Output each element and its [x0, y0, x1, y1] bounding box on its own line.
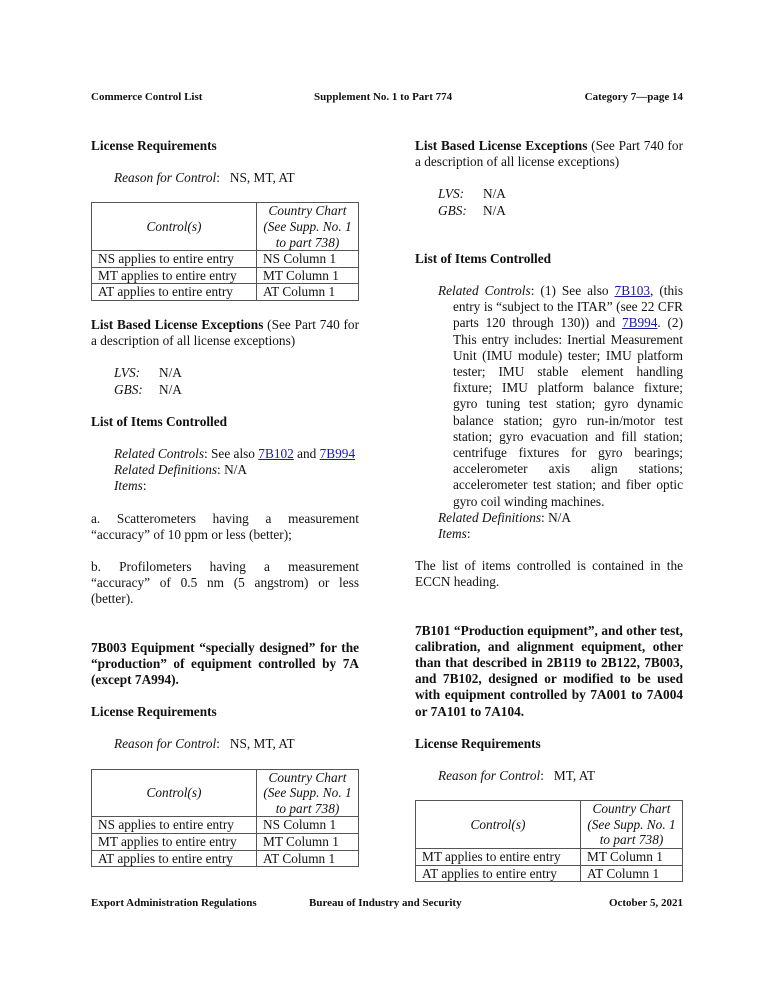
col-header-country-chart: Country Chart (See Supp. No. 1 to part 738) — [257, 769, 359, 817]
control-table — [415, 800, 683, 882]
reason-for-control: Reason for Control: MT, AT — [438, 768, 595, 784]
eccn-7b101-title: 7B101 “Production equipment”, and other test, calibration, and alignment equipment, other than that described in 2B119 to 2B122, 7B003, and 7B102, designed or modified to be used with equipment controlled by 7A001 to 7A004 or 7A101 to 7A104. — [415, 622, 683, 719]
section-heading: List of Items Controlled — [415, 250, 552, 266]
header-center: Supplement No. 1 to Part 774 — [314, 91, 453, 103]
section-heading: License Requirements — [91, 138, 217, 153]
col-header-country-chart: Country Chart (See Supp. No. 1 to part 738) — [581, 801, 683, 849]
table-row: AT applies to entire entry AT Column 1 — [92, 850, 359, 867]
col-header-country-chart: Country Chart (See Supp. No. 1 to part 738) — [257, 203, 359, 251]
section-heading: License Requirements — [91, 704, 217, 720]
related-controls: Related Controls: (1) See also 7B103, (this entry is “subject to the ITAR” (see 22 CFR parts 120 through 130)) and 7B994. (2) This entry includes: Inertial Measurement Unit (IMU module) tester; IMU platform tester; IMU stable element handling fixture; IMU platform balance fixture; gyro tuning test station; gyro dynamic balance station; gyro run-in/motor test station; gyro evacuation and fill station; centrifuge fixtures for gyro bearings; accelerometer axis align stations; accelerometer test station; and fiber optic gyro coil winding machines. — [438, 283, 684, 509]
reason-for-control: Reason for Control: NS, MT, AT — [114, 170, 295, 186]
left-column — [91, 138, 359, 867]
footer-left: Export Administration Regulations — [91, 897, 257, 909]
footer-center: Bureau of Industry and Security — [309, 897, 462, 909]
right-column — [415, 138, 683, 882]
table-row: NS applies to entire entry NS Column 1 — [92, 817, 359, 834]
table-row: NS applies to entire entry NS Column 1 — [92, 251, 359, 268]
section-heading: License Requirements — [415, 735, 541, 751]
items-label: Items: — [438, 526, 471, 542]
reason-for-control: Reason for Control: NS, MT, AT — [114, 736, 295, 752]
lvs-row: LVS: N/A — [114, 365, 182, 381]
header-left: Commerce Control List — [91, 91, 203, 103]
eccn-7b003-title: 7B003 Equipment “specially designed” for the “production” of equipment controlled by 7A (except 7A994). — [91, 639, 359, 688]
related-definitions: Related Definitions: N/A — [114, 462, 247, 478]
link-7b994[interactable]: 7B994 — [621, 315, 658, 331]
related-definitions: Related Definitions: N/A — [438, 509, 571, 525]
link-7b102[interactable]: 7B102 — [258, 445, 294, 461]
item-a: a. Scatterometers having a measurement “accuracy” of 10 ppm or less (better); — [91, 510, 359, 542]
footer-right: October 5, 2021 — [608, 897, 683, 909]
header-right: Category 7—page 14 — [584, 91, 683, 103]
control-table — [91, 769, 359, 868]
control-table — [91, 202, 359, 301]
items-label: Items: — [114, 478, 147, 494]
link-7b994[interactable]: 7B994 — [319, 445, 356, 461]
link-7b103[interactable]: 7B103 — [614, 283, 651, 299]
col-header-controls: Control(s) — [92, 769, 257, 817]
lble-paragraph: List Based License Exceptions (See Part 740 for a description of all license exceptions) — [415, 138, 683, 170]
lble-paragraph: List Based License Exceptions (See Part 740 for a description of all license exceptions) — [91, 316, 359, 349]
table-row: MT applies to entire entry MT Column 1 — [92, 267, 359, 284]
col-header-controls: Control(s) — [92, 203, 257, 251]
eccn-heading-note: The list of items controlled is contained in the ECCN heading. — [415, 558, 683, 590]
section-heading: List of Items Controlled — [91, 413, 228, 429]
gbs-row: GBS: N/A — [438, 202, 506, 218]
col-header-controls: Control(s) — [416, 801, 581, 849]
gbs-row: GBS: N/A — [114, 381, 182, 397]
related-controls: Related Controls: See also 7B102 and 7B994 — [114, 445, 356, 461]
item-b: b. Profilometers having a measurement “accuracy” of 0.5 nm (5 angstrom) or less (better). — [91, 559, 359, 607]
table-row: MT applies to entire entry MT Column 1 — [416, 849, 683, 866]
table-row: AT applies to entire entry AT Column 1 — [92, 284, 359, 301]
table-row: MT applies to entire entry MT Column 1 — [92, 834, 359, 851]
lvs-row: LVS: N/A — [438, 186, 506, 202]
table-row: AT applies to entire entry AT Column 1 — [416, 865, 683, 882]
